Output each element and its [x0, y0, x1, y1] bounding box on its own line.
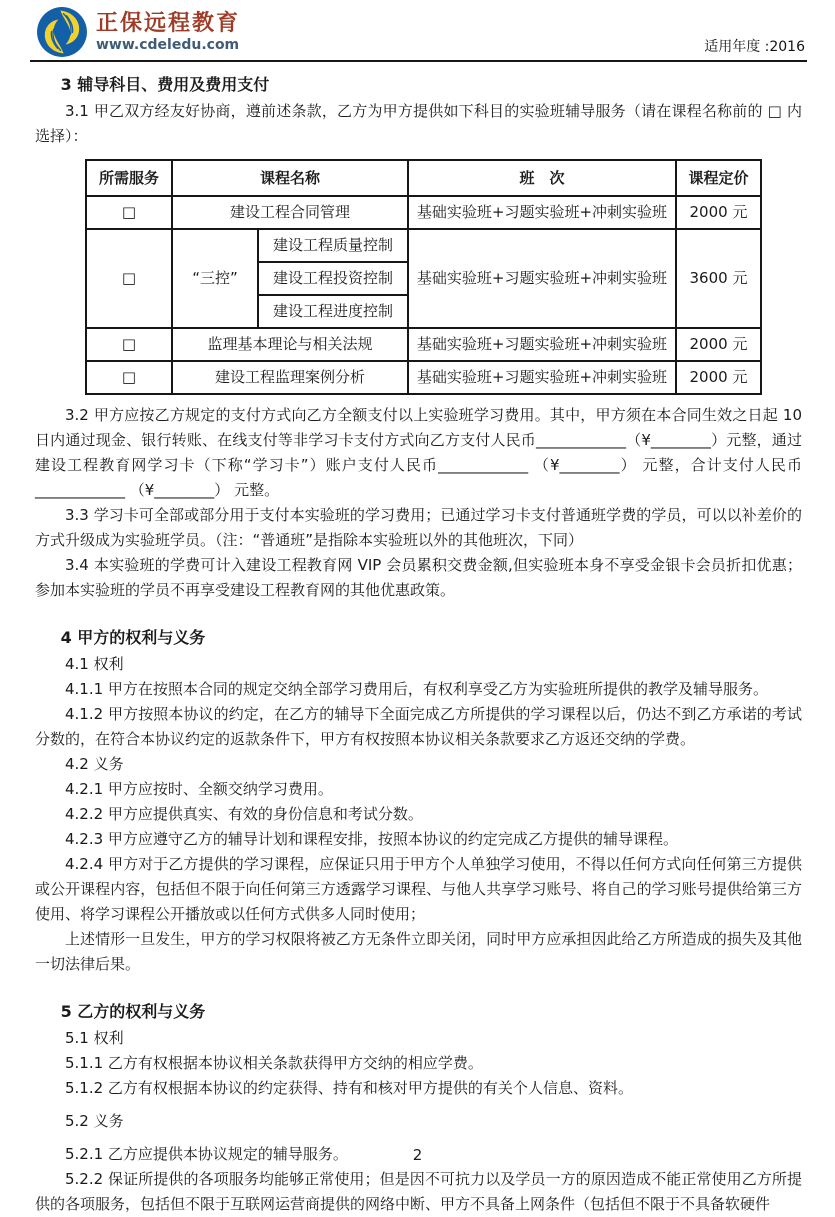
table-row: [86, 361, 761, 394]
col-header-price: 课程定价: [676, 160, 761, 196]
sub-course-name: 建设工程进度控制: [258, 295, 408, 328]
course-classes: 基础实验班+习题实验班+冲刺实验班: [408, 361, 676, 394]
table-row: [86, 328, 761, 361]
course-name: 建设工程监理案例分析: [172, 361, 408, 394]
course-checkbox[interactable]: □: [86, 361, 172, 394]
section5-heading: 5 乙方的权利与义务: [60, 1002, 206, 1021]
clause-3-2: 3.2 甲方应按乙方规定的支付方式向乙方全额支付以上实验班学习费用。其中，甲方须在本合同生效之日起 10 日内通过现金、银行转账、在线支付等非学习卡支付方式向乙方支付人民币____________（¥________）元整，通过建设工程教育网学习卡（下称“学习卡”）账户支付人民币____________ （¥________） 元整，合计支付人民币____________ （¥________） 元整。: [35, 406, 802, 499]
table-row: [86, 196, 761, 229]
clause-5-2-2: 5.2.2 保证所提供的各项服务均能够正常使用；但是因不可抗力以及学员一方的原因造成不能正常使用乙方所提供的各项服务，包括但不限于互联网运营商提供的网络中断、甲方不具备上网条件（包括但不限于不具备软硬件: [35, 1170, 802, 1213]
sub-course-name: 建设工程质量控制: [258, 229, 408, 262]
brand-url: www.cdeledu.com: [96, 36, 240, 53]
brand-name: 正保远程教育: [96, 10, 241, 36]
course-price: 2000 元: [676, 361, 761, 394]
course-price: 3600 元: [676, 229, 761, 328]
clause-5-2: 5.2 义务: [65, 1112, 124, 1130]
applicable-year: 适用年度 :2016: [704, 39, 805, 55]
brand-text: [96, 11, 240, 54]
table-header-row: [86, 160, 761, 196]
course-name: 监理基本理论与相关法规: [172, 328, 408, 361]
course-price: 2000 元: [676, 196, 761, 229]
table-row: [86, 229, 761, 262]
page-header: [0, 0, 835, 58]
course-checkbox[interactable]: □: [86, 328, 172, 361]
section3-heading: 3 辅导科目、费用及费用支付: [60, 75, 270, 94]
course-classes: 基础实验班+习题实验班+冲刺实验班: [408, 229, 676, 328]
clause-4-1-1: 4.1.1 甲方在按照本合同的规定交纳全部学习费用后，有权利享受乙方为实验班所提供的教学及辅导服务。: [65, 680, 768, 698]
course-classes: 基础实验班+习题实验班+冲刺实验班: [408, 328, 676, 361]
section4-heading: 4 甲方的权利与义务: [60, 628, 206, 647]
page-number: 2: [412, 1146, 423, 1164]
clause-4-1-2: 4.1.2 甲方按照本协议的约定，在乙方的辅导下全面完成乙方所提供的学习课程以后，仍达不到乙方承诺的考试分数的，在符合本协议约定的返款条件下，甲方有权按照本协议相关条款要求乙方返还交纳的学费。: [35, 705, 802, 748]
clause-3-1: 3.1 甲乙双方经友好协商，遵前述条款，乙方为甲方提供如下科目的实验班辅导服务（请在课程名称前的 □ 内选择）：: [35, 102, 802, 145]
course-checkbox[interactable]: □: [86, 229, 172, 328]
clause-4-2-4-note: 上述情形一旦发生，甲方的学习权限将被乙方无条件立即关闭，同时甲方应承担因此给乙方所造成的损失及其他一切法律后果。: [35, 930, 802, 973]
clause-4-2-4: 4.2.4 甲方对于乙方提供的学习课程，应保证只用于甲方个人单独学习使用，不得以任何方式向任何第三方提供或公开课程内容，包括但不限于向任何第三方透露学习课程、与他人共享学习账号、将自己的学习账号提供给第三方使用、将学习课程公开播放或以任何方式供多人同时使用；: [35, 855, 802, 923]
col-header-course: 课程名称: [172, 160, 408, 196]
contract-body: [0, 62, 835, 1217]
clause-5-1-2: 5.1.2 乙方有权根据本协议的约定获得、持有和核对甲方提供的有关个人信息、资料。: [65, 1079, 633, 1097]
course-group-name: “三控”: [172, 229, 258, 328]
clause-5-1-1: 5.1.1 乙方有权根据本协议相关条款获得甲方交纳的相应学费。: [65, 1054, 483, 1072]
col-header-class: 班 次: [408, 160, 676, 196]
clause-4-2: 4.2 义务: [65, 755, 124, 773]
clause-4-2-1: 4.2.1 甲方应按时、全额交纳学习费用。: [65, 780, 333, 798]
clause-5-1: 5.1 权利: [65, 1029, 124, 1047]
swirl-globe-icon: [36, 6, 88, 58]
course-price-table: [85, 159, 762, 395]
clause-4-2-3: 4.2.3 甲方应遵守乙方的辅导计划和课程安排，按照本协议的约定完成乙方提供的辅导课程。: [65, 830, 678, 848]
course-price: 2000 元: [676, 328, 761, 361]
clause-4-2-2: 4.2.2 甲方应提供真实、有效的身份信息和考试分数。: [65, 805, 423, 823]
brand-logo: [36, 6, 240, 58]
course-checkbox[interactable]: □: [86, 196, 172, 229]
clause-3-4: 3.4 本实验班的学费可计入建设工程教育网 VIP 会员累积交费金额,但实验班本身不享受金银卡会员折扣优惠；参加本实验班的学员不再享受建设工程教育网的其他优惠政策。: [35, 556, 802, 599]
clause-3-3: 3.3 学习卡可全部或部分用于支付本实验班的学习费用；已通过学习卡支付普通班学费的学员，可以以补差价的方式升级成为实验班学员。（注：“普通班”是指除本实验班以外的其他班次，下同）: [35, 506, 802, 549]
clause-5-2-1: 5.2.1 乙方应提供本协议规定的辅导服务。: [65, 1145, 348, 1163]
clause-4-1: 4.1 权利: [65, 655, 124, 673]
page-footer: [0, 1143, 835, 1168]
course-classes: 基础实验班+习题实验班+冲刺实验班: [408, 196, 676, 229]
col-header-service: 所需服务: [86, 160, 172, 196]
course-name: 建设工程合同管理: [172, 196, 408, 229]
sub-course-name: 建设工程投资控制: [258, 262, 408, 295]
